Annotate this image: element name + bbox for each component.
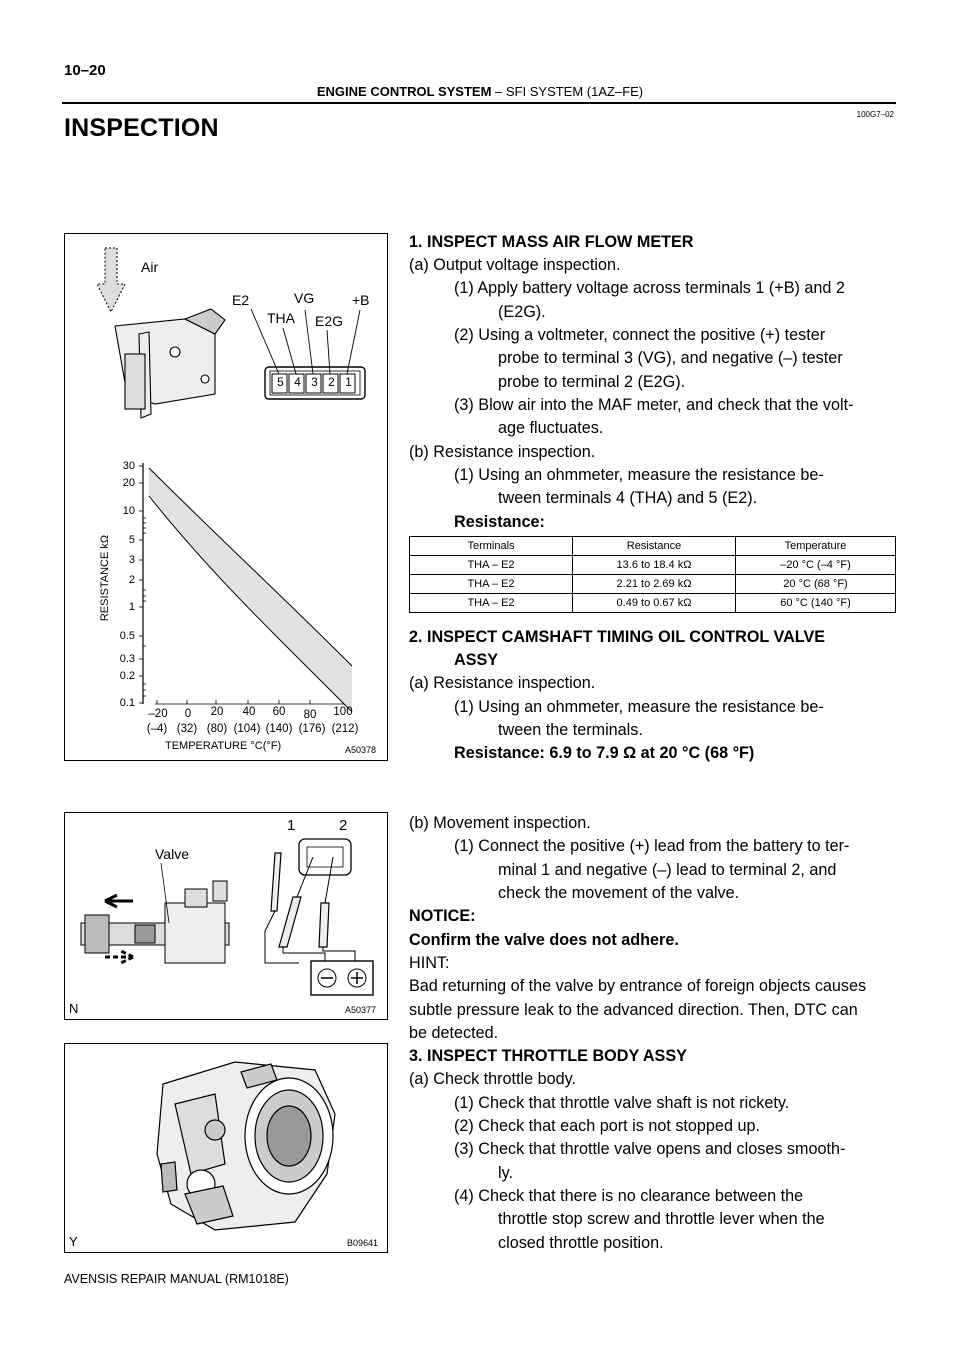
valve-label: Valve: [155, 846, 189, 862]
y-tick: 2: [128, 574, 135, 586]
y-tick: 1: [128, 601, 135, 613]
ocv-illustration: [65, 813, 387, 1019]
table-cell: 2.21 to 2.69 kΩ: [573, 575, 736, 594]
step-3a3-cont: ly.: [498, 1164, 513, 1182]
step-3a4-cont: closed throttle position.: [498, 1234, 664, 1252]
page-number: 10–20: [64, 62, 106, 79]
step-1a2-cont: probe to terminal 2 (E2G).: [498, 373, 686, 391]
y-tick: 0.3: [119, 653, 135, 665]
header-section: SFI SYSTEM (1AZ–FE): [505, 84, 644, 99]
terminal-number-2: 2: [328, 375, 335, 389]
pin-label-b: +B: [352, 292, 370, 308]
hint-text: be detected.: [409, 1024, 499, 1042]
step-1a2: (2) Using a voltmeter, connect the positive (+) tester: [454, 326, 826, 344]
running-header: [0, 84, 960, 99]
air-label: Air: [141, 259, 159, 275]
table-cell: THA – E2: [410, 556, 573, 575]
ocv-resistance-spec: Resistance: 6.9 to 7.9 Ω at 20 °C (68 °F): [454, 744, 755, 762]
x-tick-f: (32): [176, 723, 198, 735]
table-header-cell: Terminals: [410, 537, 573, 556]
hint-text: Bad returning of the valve by entrance of foreign objects causes: [409, 977, 867, 995]
step-3-title: 3. INSPECT THROTTLE BODY ASSY: [409, 1047, 687, 1065]
figure-corner-mark: N: [69, 1001, 79, 1016]
header-chapter: ENGINE CONTROL SYSTEM: [316, 84, 492, 99]
step-3a4: (4) Check that there is no clearance between the: [454, 1187, 804, 1205]
section-title: INSPECTION: [64, 114, 219, 142]
header-separator: –: [491, 84, 506, 99]
table-cell: 60 °C (140 °F): [736, 594, 896, 613]
table-header-cell: Temperature: [736, 537, 896, 556]
table-cell: 20 °C (68 °F): [736, 575, 896, 594]
y-tick: 0.2: [119, 670, 135, 682]
pin-label-e2g: E2G: [315, 313, 344, 329]
terminal-label-2: 2: [339, 817, 348, 834]
step-2b1-cont: minal 1 and negative (–) lead to terminal 2, and: [498, 861, 837, 879]
y-tick: 10: [122, 505, 135, 517]
terminal-number-1: 1: [345, 375, 352, 389]
step-2a1: (1) Using an ohmmeter, measure the resistance be-: [454, 698, 824, 716]
x-tick-f: (176): [298, 723, 326, 735]
x-tick-f: (104): [233, 723, 261, 735]
x-axis-label: TEMPERATURE °C(°F): [165, 740, 282, 752]
terminal-number-3: 3: [311, 375, 318, 389]
step-3a4-cont: throttle stop screw and throttle lever when the: [498, 1210, 825, 1228]
pin-label-e2: E2: [232, 292, 250, 308]
x-tick-c: –20: [148, 708, 168, 720]
x-tick-c: 0: [184, 708, 192, 720]
table-header-cell: Resistance: [573, 537, 736, 556]
table-cell: THA – E2: [410, 575, 573, 594]
document-code: 100G7–02: [856, 110, 894, 119]
hint-text: subtle pressure leak to the advanced direction. Then, DTC can: [409, 1001, 858, 1019]
pin-label-vg: VG: [294, 290, 315, 306]
step-3a1: (1) Check that throttle valve shaft is not rickety.: [454, 1094, 790, 1112]
x-tick-c: 60: [272, 706, 286, 718]
table-header-row: [410, 537, 896, 556]
step-2-title-cont: ASSY: [454, 651, 499, 669]
figure-id: B09641: [347, 1238, 379, 1248]
x-tick-c: 80: [303, 709, 317, 721]
x-tick-f: (212): [331, 723, 359, 735]
step-1a1-cont: (E2G).: [498, 303, 546, 321]
y-tick: 30: [122, 460, 135, 472]
step-2-title: 2. INSPECT CAMSHAFT TIMING OIL CONTROL VALVE: [409, 628, 826, 646]
figure-id: A50377: [345, 1005, 377, 1015]
x-tick-f: (–4): [146, 723, 168, 735]
x-tick-f: (80): [206, 723, 228, 735]
table-row: [410, 575, 896, 594]
y-tick: 3: [128, 554, 135, 566]
step-3a2: (2) Check that each port is not stopped up.: [454, 1117, 760, 1135]
x-tick-f: (140): [265, 723, 293, 735]
step-2a1-cont: tween the terminals.: [498, 721, 643, 739]
step-2b1: (1) Connect the positive (+) lead from the battery to ter-: [454, 837, 850, 855]
footer: AVENSIS REPAIR MANUAL (RM1018E): [64, 1272, 289, 1286]
resistance-label: Resistance:: [454, 513, 545, 531]
terminal-number-4: 4: [294, 375, 301, 389]
x-tick-c: 100: [333, 706, 353, 718]
notice-label: NOTICE:: [409, 907, 476, 925]
step-2b: (b) Movement inspection.: [409, 814, 591, 832]
hint-label: HINT:: [409, 954, 450, 972]
header-rule: [62, 102, 896, 104]
pin-label-tha: THA: [267, 310, 295, 326]
throttle-body-illustration: [65, 1044, 387, 1252]
table-cell: 0.49 to 0.67 kΩ: [573, 594, 736, 613]
step-1-title: 1. INSPECT MASS AIR FLOW METER: [409, 233, 694, 251]
figure-corner-mark: Y: [69, 1234, 78, 1249]
table-cell: –20 °C (–4 °F): [736, 556, 896, 575]
step-1b1-cont: tween terminals 4 (THA) and 5 (E2).: [498, 489, 758, 507]
figure-maf-meter: [64, 233, 388, 761]
step-2b1-cont: check the movement of the valve.: [498, 884, 740, 902]
resistance-table: [409, 536, 896, 613]
step-3a: (a) Check throttle body.: [409, 1070, 577, 1088]
y-axis-label: RESISTANCE kΩ: [99, 534, 111, 622]
table-cell: 13.6 to 18.4 kΩ: [573, 556, 736, 575]
figure-id: A50378: [345, 745, 377, 755]
terminal-label-1: 1: [287, 817, 296, 834]
table-row: [410, 556, 896, 575]
step-1a3-cont: age fluctuates.: [498, 419, 604, 437]
y-tick: 0.5: [119, 630, 135, 642]
figure-throttle-body: [64, 1043, 388, 1253]
y-tick: 5: [128, 534, 135, 546]
step-1a3: (3) Blow air into the MAF meter, and check that the volt-: [454, 396, 854, 414]
step-2a: (a) Resistance inspection.: [409, 674, 596, 692]
step-1b1: (1) Using an ohmmeter, measure the resistance be-: [454, 466, 824, 484]
table-row: [410, 594, 896, 613]
x-tick-c: 20: [210, 706, 224, 718]
step-1a2-cont: probe to terminal 3 (VG), and negative (–) tester: [498, 349, 843, 367]
step-3a3: (3) Check that throttle valve opens and closes smooth-: [454, 1140, 846, 1158]
terminal-number-5: 5: [277, 375, 284, 389]
figure-ocv: [64, 812, 388, 1020]
table-cell: THA – E2: [410, 594, 573, 613]
y-tick: 0.1: [119, 697, 135, 709]
step-1a1: (1) Apply battery voltage across terminals 1 (+B) and 2: [454, 279, 845, 297]
notice-text: Confirm the valve does not adhere.: [409, 931, 679, 949]
y-tick: 20: [122, 477, 135, 489]
step-1a: (a) Output voltage inspection.: [409, 256, 621, 274]
x-tick-c: 40: [242, 706, 256, 718]
step-1b: (b) Resistance inspection.: [409, 443, 596, 461]
